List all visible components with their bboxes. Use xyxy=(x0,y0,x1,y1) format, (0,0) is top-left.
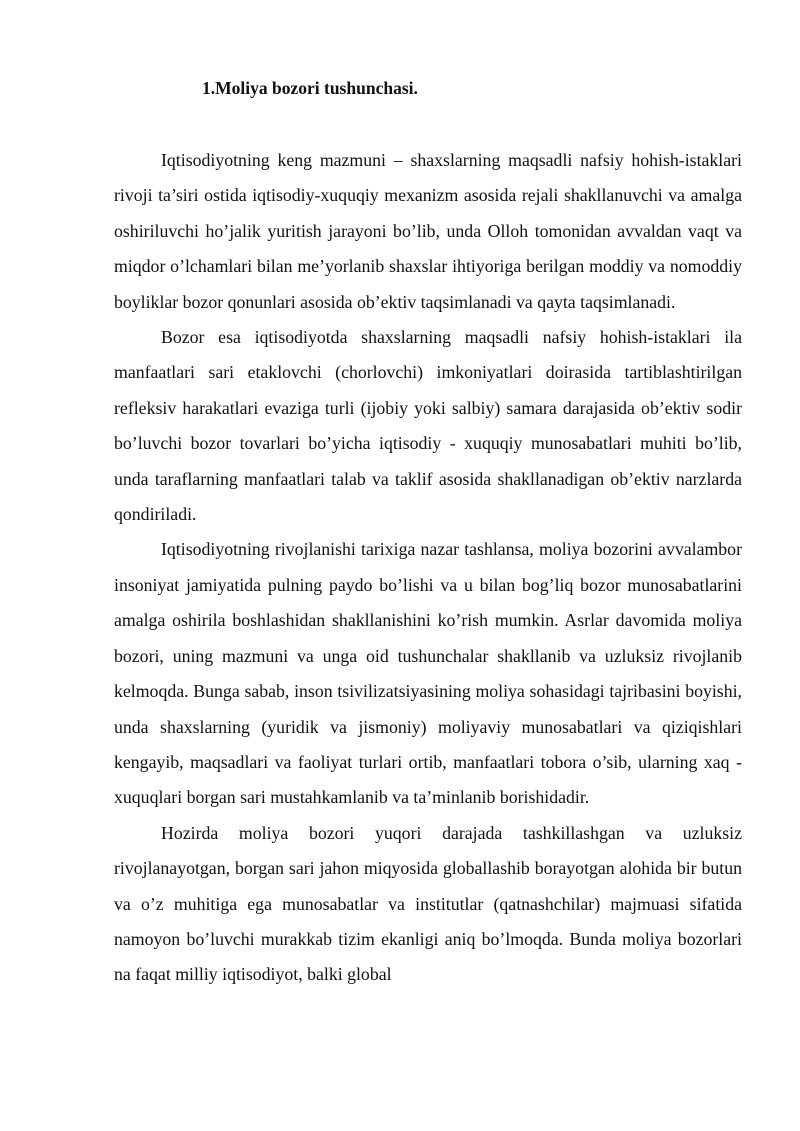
section-heading: 1.Moliya bozori tushunchasi. xyxy=(202,78,418,98)
paragraph-1: Iqtisodiyotning keng mazmuni – shaxslarning maqsadli nafsiy hohish-istaklari rivoji ta’siri ostida iqtisodiy-xuquqiy mexanizm asosida rejali shakllanuvchi va amalga oshiriluvchi ho’jalik yuritish jarayoni bo’lib, unda Olloh tomonidan avvaldan vaqt va miqdor o’lchamlari bilan me’yorlanib shaxslar ihtiyoriga berilgan moddiy va nomoddiy boyliklar bozor qonunlari asosida ob’ektiv taqsimlanadi va qayta taqsimlanadi. xyxy=(114,150,742,312)
paragraph-2: Bozor esa iqtisodiyotda shaxslarning maqsadli nafsiy hohish-istaklari ila manfaatlari sari etaklovchi (chorlovchi) imkoniyatlari doirasida tartiblashtirilgan refleksiv harakatlari evaziga turli (ijobiy yoki salbiy) samara darajasida ob’ektiv sodir bo’luvchi bozor tovarlari bo’yicha iqtisodiy - xuquqiy munosabatlari muhiti bo’lib, unda taraflarning manfaatlari talab va taklif asosida shakllanadigan ob’ektiv narzlarda qondiriladi. xyxy=(114,327,742,525)
document-body xyxy=(114,143,742,993)
paragraph-4: Hozirda moliya bozori yuqori darajada tashkillashgan va uzluksiz rivojlanayotgan, borgan sari jahon miqyosida globallashib borayotgan alohida bir butun va o’z muhitiga ega munosabatlar va institutlar (qatnashchilar) majmuasi sifatida namoyon bo’luvchi murakkab tizim ekanligi aniq bo’lmoqda. Bunda moliya bozorlari na faqat milliy iqtisodiyot, balki global xyxy=(114,822,742,985)
paragraph-3: Iqtisodiyotning rivojlanishi tarixiga nazar tashlansa, moliya bozorini avvalambor insoniyat jamiyatida pulning paydo bo’lishi va u bilan bog’liq bozor munosabatlarini amalga oshirila boshlashidan shakllanishini ko’rish mumkin. Asrlar davomida moliya bozori, uning mazmuni va unga oid tushunchalar shakllanib va uzluksiz rivojlanib kelmoqda. Bunga sabab, inson tsivilizatsiyasining moliya sohasidagi tajribasini boyishi, unda shaxslarning (yuridik va jismoniy) moliyaviy munosabatlari va qiziqishlari kengayib, maqsadlari va faoliyat turlari ortib, manfaatlari tobora o’sib, ularning xaq - xuquqlari borgan sari mustahkamlanib va ta’minlanib borishidadir. xyxy=(114,539,742,808)
